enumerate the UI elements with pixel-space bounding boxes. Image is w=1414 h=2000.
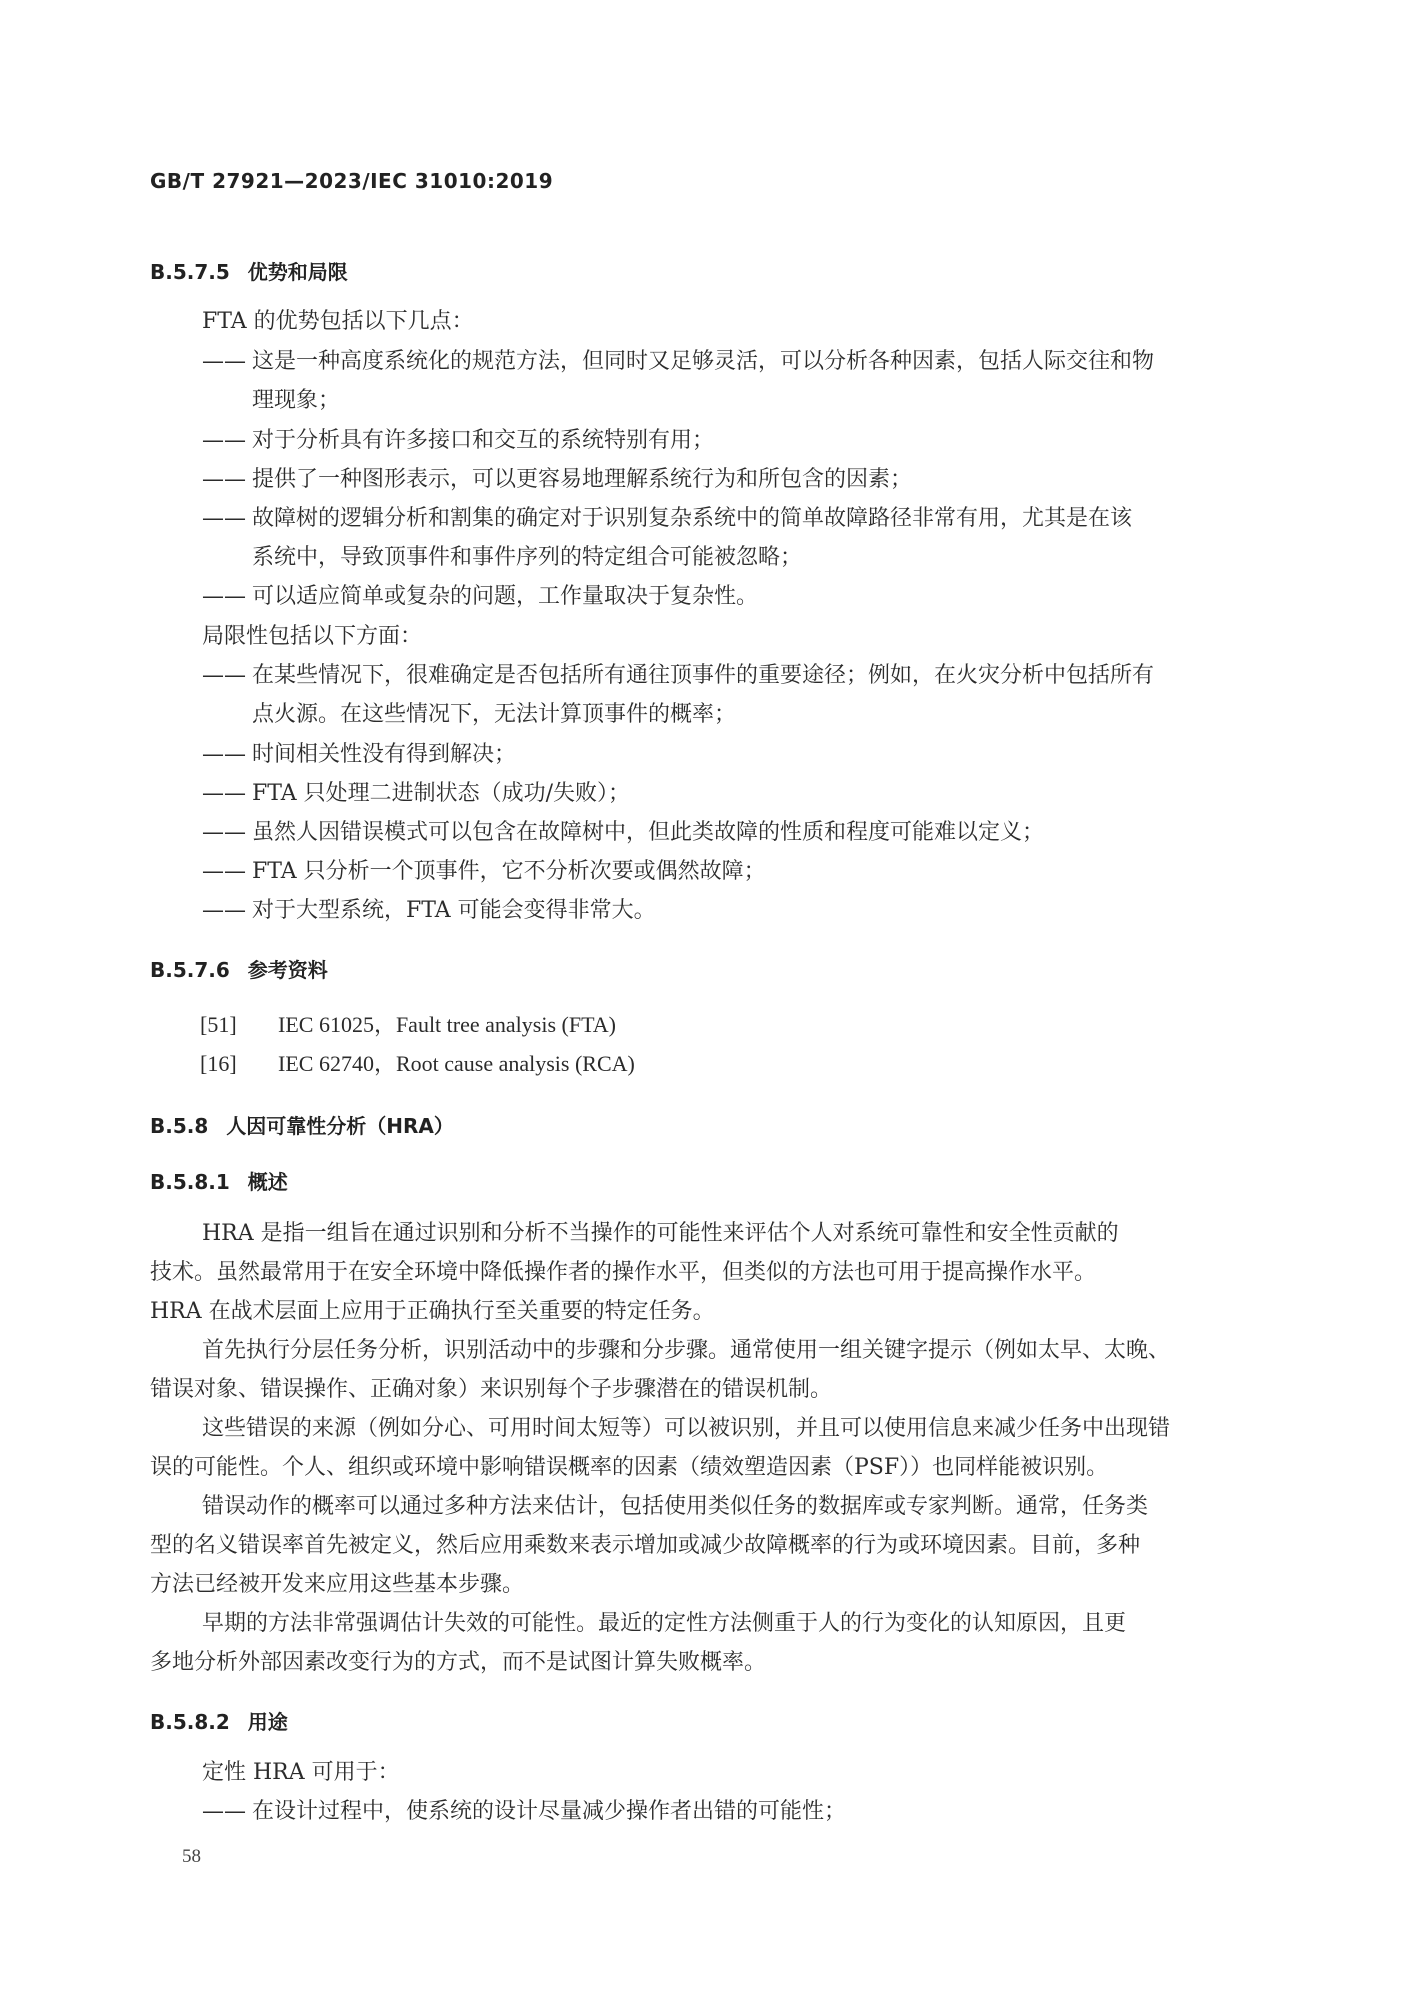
section-number: B.5.7.6 [150,958,230,982]
list-item: —— 虽然人因错误模式可以包含在故障树中，但此类故障的性质和程度可能难以定义； [202,820,1045,845]
list-item-continuation: 点火源。在这些情况下，无法计算顶事件的概率； [252,702,737,727]
paragraph-line: 错误动作的概率可以通过多种方法来估计，包括使用类似任务的数据库或专家判断。通常，任务类 [202,1494,1149,1519]
paragraph-line: 多地分析外部因素改变行为的方式，而不是试图计算失败概率。 [150,1650,767,1675]
section-number: B.5.7.5 [150,260,230,284]
list-item: —— 在设计过程中，使系统的设计尽量减少操作者出错的可能性； [202,1799,847,1824]
paragraph-line: 误的可能性。个人、组织或环境中影响错误概率的因素（绩效塑造因素（PSF））也同样能被识别。 [150,1455,1109,1480]
paragraph-line: HRA 在战术层面上应用于正确执行至关重要的特定任务。 [150,1299,715,1324]
list-item: —— 时间相关性没有得到解决； [202,742,517,767]
paragraph-line: HRA 是指一组旨在通过识别和分析不当操作的可能性来评估个人对系统可靠性和安全性贡献的 [202,1221,1119,1246]
paragraph-line: 这些错误的来源（例如分心、可用时间太短等）可以被识别，并且可以使用信息来减少任务中出现错 [202,1416,1171,1441]
page-number: 58 [182,1846,201,1867]
page-header-standard-id: GB/T 27921—2023/IEC 31010:2019 [150,169,554,193]
section-title: 优势和局限 [247,260,348,284]
section-number: B.5.8.2 [150,1710,230,1734]
section-title: 参考资料 [247,958,328,982]
paragraph-line: 错误对象、错误操作、正确对象）来识别每个子步骤潜在的错误机制。 [150,1377,833,1402]
list-item-continuation: 理现象； [252,388,341,413]
usage-intro: 定性 HRA 可用于： [202,1760,400,1785]
section-title: 用途 [247,1710,288,1734]
list-item-continuation: 系统中，导致顶事件和事件序列的特定组合可能被忽略； [252,545,803,570]
section-number: B.5.8.1 [150,1170,230,1194]
list-item: —— 对于分析具有许多接口和交互的系统特别有用； [202,428,715,453]
list-item: —— 对于大型系统，FTA 可能会变得非常大。 [202,898,656,923]
section-heading-b5-7-6 [150,954,328,983]
paragraph-line: 技术。虽然最常用于在安全环境中降低操作者的操作水平，但类似的方法也可用于提高操作水平。 [150,1260,1097,1285]
section-heading-b5-8 [150,1110,454,1139]
reference-item: [51] IEC 61025，Fault tree analysis (FTA) [200,1012,616,1037]
paragraph-line: 首先执行分层任务分析，识别活动中的步骤和分步骤。通常使用一组关键字提示（例如太早、太晚、 [202,1338,1171,1363]
list-item: —— 故障树的逻辑分析和割集的确定对于识别复杂系统中的简单故障路径非常有用，尤其是在该 [202,506,1133,531]
list-item: —— FTA 只处理二进制状态（成功/失败）； [202,781,631,806]
section-heading-b5-7-5 [150,256,348,285]
list-item: —— 在某些情况下，很难确定是否包括所有通往顶事件的重要途径；例如，在火灾分析中包括所有 [202,663,1155,688]
section-heading-b5-8-2 [150,1706,288,1735]
reference-item: [16] IEC 62740，Root cause analysis (RCA) [200,1051,635,1076]
strengths-intro: FTA 的优势包括以下几点： [202,309,474,334]
section-heading-b5-8-1 [150,1166,288,1195]
list-item: —— 提供了一种图形表示，可以更容易地理解系统行为和所包含的因素； [202,467,913,492]
list-item: —— 这是一种高度系统化的规范方法，但同时又足够灵活，可以分析各种因素，包括人际交往和物 [202,349,1155,374]
list-item: —— FTA 只分析一个顶事件，它不分析次要或偶然故障； [202,859,766,884]
limitations-intro: 局限性包括以下方面： [202,624,423,649]
paragraph-line: 方法已经被开发来应用这些基本步骤。 [150,1572,525,1597]
paragraph-line: 早期的方法非常强调估计失效的可能性。最近的定性方法侧重于人的行为变化的认知原因，且更 [202,1611,1127,1636]
section-number: B.5.8 [150,1114,209,1138]
section-title: 人因可靠性分析（HRA） [226,1114,454,1138]
paragraph-line: 型的名义错误率首先被定义，然后应用乘数来表示增加或减少故障概率的行为或环境因素。目前，多种 [150,1533,1141,1558]
list-item: —— 可以适应简单或复杂的问题，工作量取决于复杂性。 [202,584,759,609]
section-title: 概述 [247,1170,288,1194]
